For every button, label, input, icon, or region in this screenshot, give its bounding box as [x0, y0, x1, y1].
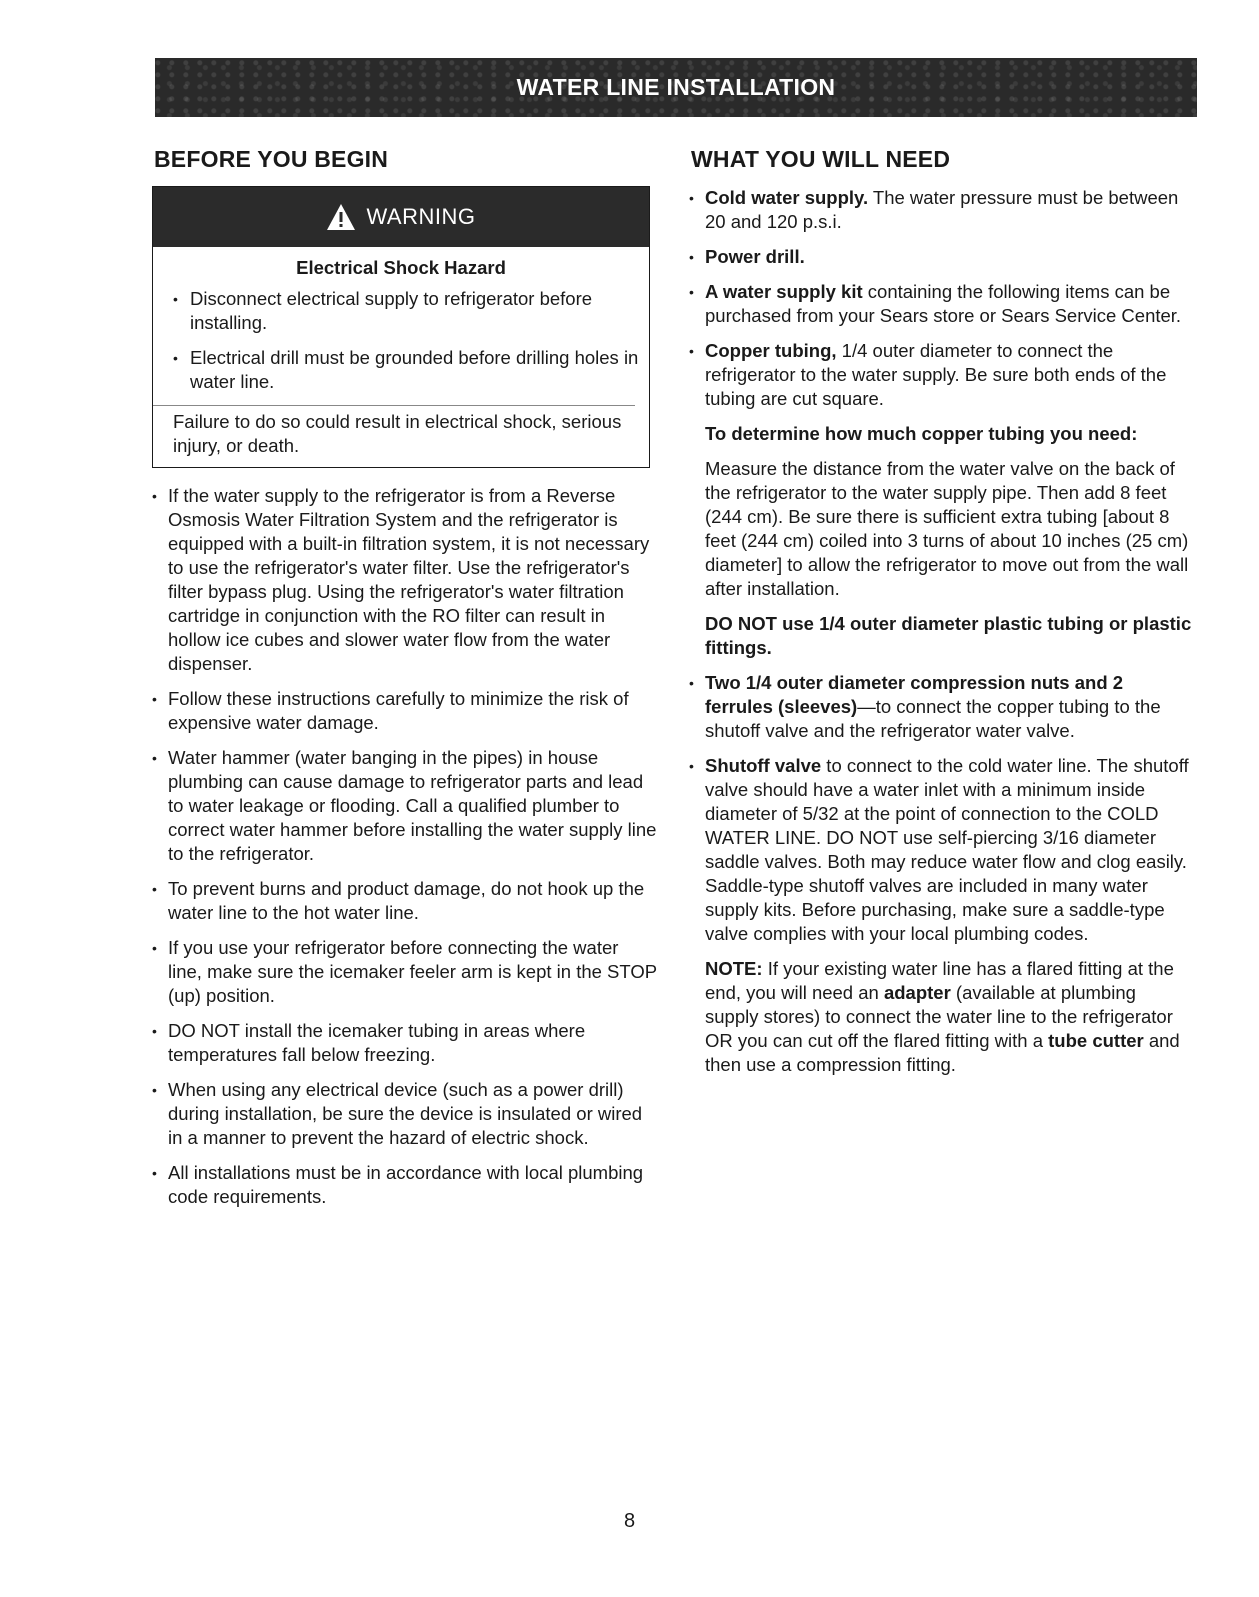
list-item: • If the water supply to the refrigerator is from a Reverse Osmosis Water Filtration System and the refrigerator is equipped with a built-in filtration system, it is not necessary to use the refrigerator's water filter. Use the refrigerator's filter bypass plug. Using the refrigerator's water filtration cartridge in conjunction with the RO filter can result in hollow ice cubes and slower water flow from the water dispenser.: [152, 485, 650, 674]
warning-box: [152, 186, 650, 468]
list-item: • Two 1/4 outer diameter compression nuts and 2 ferrules (sleeves)—to connect the copper tubing to the shutoff valve and the refrigerator water valve.: [689, 672, 1161, 741]
warning-list: [153, 287, 649, 394]
before-you-begin-list: [152, 484, 657, 1220]
list-item: • To prevent burns and product damage, do not hook up the water line to the hot water line.: [152, 878, 645, 923]
list-item: • All installations must be in accordance with local plumbing code requirements.: [152, 1162, 644, 1207]
list-item: • Power drill.: [689, 246, 805, 267]
list-item: • A water supply kit containing the following items can be purchased from your Sears store or Sears Service Center.: [689, 281, 1182, 326]
list-item: • Follow these instructions carefully to minimize the risk of expensive water damage.: [152, 688, 629, 733]
needs-list-1: [689, 186, 1194, 411]
hazard-title: Electrical Shock Hazard: [296, 257, 506, 278]
list-item: • Water hammer (water banging in the pipes) in house plumbing can cause damage to refrigerator parts and lead to water leakage or flooding. Call a qualified plumber to correct water hammer before installing the water supply line to the refrigerator.: [152, 747, 657, 864]
what-you-will-need-content: [689, 186, 1194, 1088]
note-paragraph: NOTE: If your existing water line has a flared fitting at the end, you will need an adapter (available at plumbing supply stores) to connect the water line to the refrigerator OR you can cut off the flared fitting with a tube cutter and then use a compression fitting.: [705, 958, 1180, 1075]
do-not-warning: DO NOT use 1/4 outer diameter plastic tubing or plastic fittings.: [705, 613, 1192, 658]
warning-header: [153, 187, 649, 247]
what-you-will-need-heading: WHAT YOU WILL NEED: [691, 146, 951, 172]
needs-list-2: [689, 671, 1194, 946]
list-item: • When using any electrical device (such as a power drill) during installation, be sure the device is insulated or wired in a manner to prevent the hazard of electric shock.: [152, 1079, 643, 1148]
warning-title: WARNING: [366, 204, 476, 229]
page-number: 8: [623, 1510, 636, 1532]
warning-item: • Electrical drill must be grounded before drilling holes in water line.: [173, 346, 639, 394]
list-item: • Cold water supply. The water pressure must be between 20 and 120 p.s.i.: [689, 187, 1179, 232]
banner-title: WATER LINE INSTALLATION: [516, 74, 836, 100]
list-item: • Shutoff valve to connect to the cold water line. The shutoff valve should have a water inlet with a minimum inside diameter of 5/32 at the point of connection to the COLD WATER LINE. DO NOT use self-piercing 3/16 diameter saddle valves. Both may reduce water flow and clog easily. Saddle-type shutoff valves are included in many water supply kits. Before purchasing, make sure a saddle-type valve complies with your local plumbing codes.: [689, 755, 1189, 944]
warning-triangle-icon: [326, 203, 356, 231]
list-item: • Copper tubing, 1/4 outer diameter to connect the refrigerator to the water supply. Be sure both ends of the tubing are cut square.: [689, 340, 1167, 409]
list-item: • If you use your refrigerator before connecting the water line, make sure the icemaker feeler arm is kept in the STOP (up) position.: [152, 937, 657, 1006]
determine-text: Measure the distance from the water valve on the back of the refrigerator to the water supply pipe. Then add 8 feet (244 cm). Be sure there is sufficient extra tubing [about 8 feet (244 cm) coiled into 3 turns of about 10 inches (25 cm) diameter] to allow the refrigerator to move out from the wall after installation.: [705, 458, 1189, 599]
determine-heading: To determine how much copper tubing you need:: [705, 423, 1138, 444]
warning-item: • Disconnect electrical supply to refrigerator before installing.: [173, 287, 639, 335]
list-item: • DO NOT install the icemaker tubing in areas where temperatures fall below freezing.: [152, 1020, 586, 1065]
before-you-begin-heading: BEFORE YOU BEGIN: [154, 146, 389, 172]
section-banner: [155, 58, 1197, 117]
warning-footer: Failure to do so could result in electrical shock, serious injury, or death.: [153, 405, 635, 458]
